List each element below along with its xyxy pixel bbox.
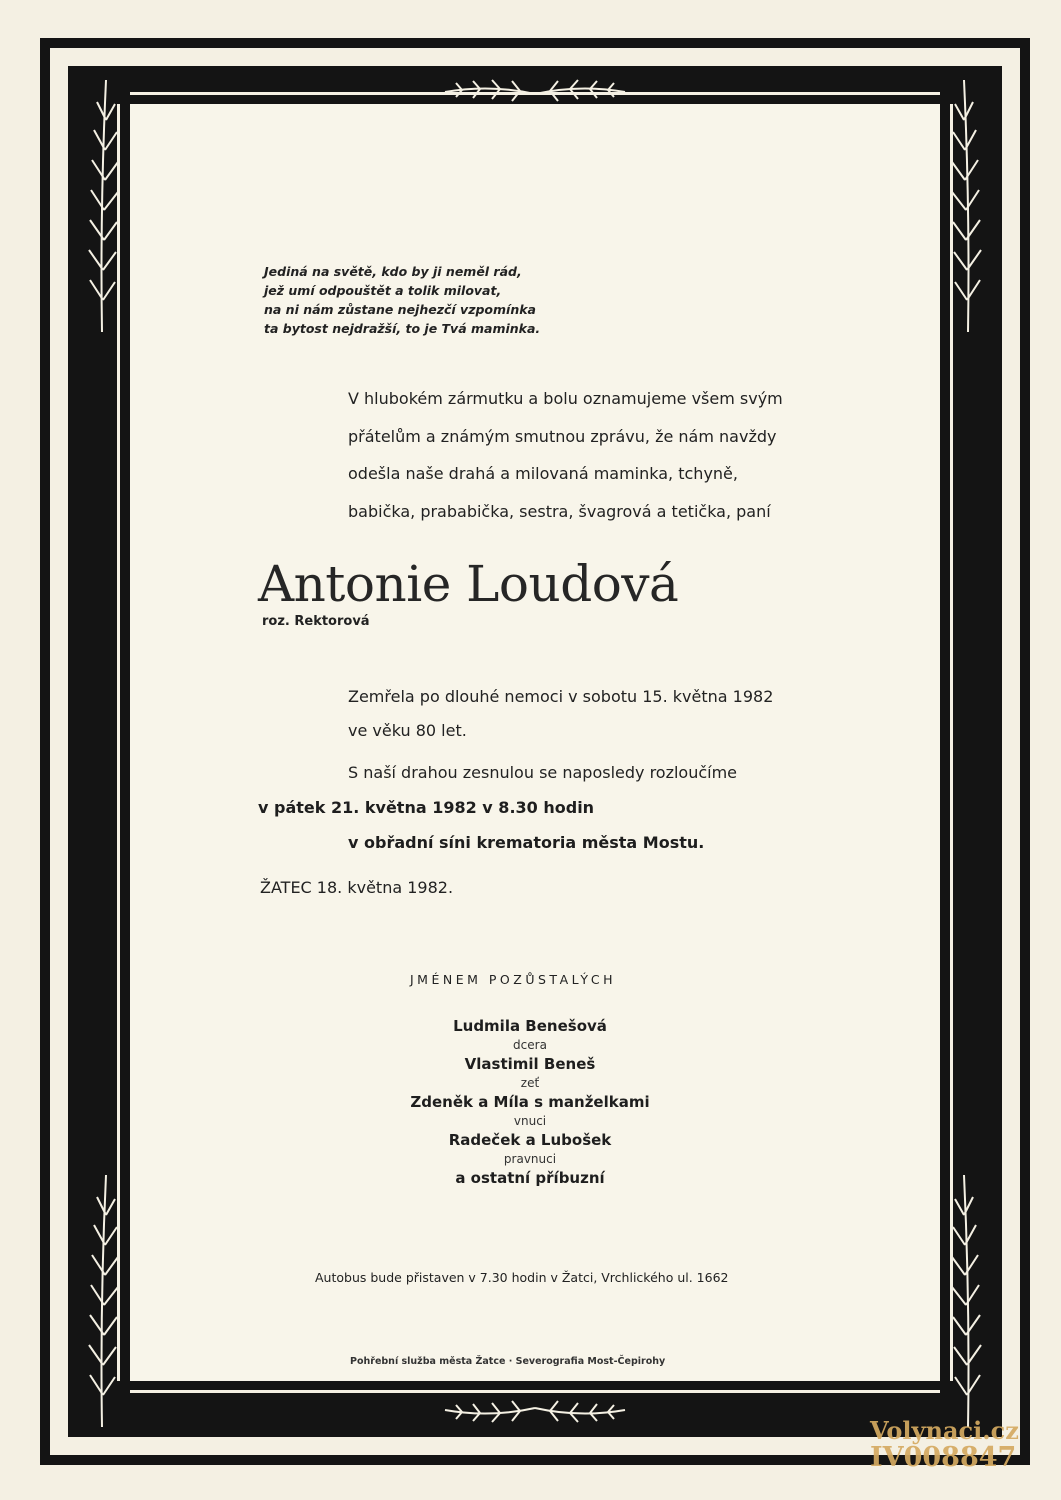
mourner-name: Zdeněk a Míla s manželkami bbox=[410, 1093, 650, 1111]
death-details bbox=[348, 680, 773, 748]
mourner-relation: zeť bbox=[520, 1076, 540, 1090]
palm-branch-icon bbox=[950, 1165, 986, 1435]
mourner-name: Vlastimil Beneš bbox=[464, 1055, 596, 1073]
crossed-palms-icon bbox=[440, 80, 630, 110]
mourner-relation: vnuci bbox=[513, 1114, 547, 1128]
mourner-name: Radeček a Lubošek bbox=[448, 1131, 612, 1149]
palm-branch-icon bbox=[84, 70, 120, 340]
death-line: Zemřela po dlouhé nemoci v sobotu 15. května 1982 bbox=[348, 687, 774, 706]
announcement-line: babička, prababička, sestra, švagrová a tetička, paní bbox=[348, 501, 771, 521]
watermark-id: IV008847 bbox=[870, 1442, 1017, 1473]
mourner-name: a ostatní příbuzní bbox=[455, 1169, 605, 1187]
printer-credit: Pohřební služba města Žatce · Severografia Most-Čepirohy bbox=[350, 1356, 666, 1367]
mourner-name: Ludmila Benešová bbox=[453, 1017, 607, 1035]
mourner-relation: pravnuci bbox=[503, 1152, 557, 1166]
death-line: ve věku 80 let. bbox=[348, 721, 467, 740]
announcement-line: V hlubokém zármutku a bolu oznamujeme všem svým bbox=[348, 389, 783, 408]
palm-branch-icon bbox=[950, 70, 986, 340]
mourner-relation: dcera bbox=[513, 1038, 547, 1052]
motto-line: Jediná na světě, kdo by ji neměl rád, bbox=[264, 264, 522, 279]
maiden-name: roz. Rektorová bbox=[262, 614, 370, 629]
watermark-site: Volynaci.cz bbox=[870, 1416, 1019, 1445]
announcement-line: přátelům a známým smutnou zprávu, že nám navždy bbox=[348, 426, 777, 446]
deceased-name: Antonie Loudová bbox=[258, 555, 679, 613]
palm-branch-icon bbox=[84, 1165, 120, 1435]
motto-line: jež umí odpouštět a tolik milovat, bbox=[264, 283, 502, 298]
announcement-text bbox=[348, 380, 783, 530]
motto-verse bbox=[264, 262, 540, 338]
ceremony-date: v pátek 21. května 1982 v 8.30 hodin bbox=[258, 798, 595, 817]
mourners-heading: JMÉNEM POZŮSTALÝCH bbox=[410, 972, 616, 987]
announcement-line: odešla naše drahá a milovaná maminka, tchyně, bbox=[348, 464, 738, 483]
bus-note: Autobus bude přistaven v 7.30 hodin v Žatci, Vrchlického ul. 1662 bbox=[315, 1270, 729, 1285]
motto-line: na ni nám zůstane nejhezčí vzpomínka bbox=[264, 302, 536, 317]
mourners-list bbox=[330, 1016, 730, 1189]
motto-line: ta bytost nejdražší, to je Tvá maminka. bbox=[264, 321, 541, 336]
ceremony-place: v obřadní síni krematoria města Mostu. bbox=[348, 833, 705, 852]
place-and-date: ŽATEC 18. května 1982. bbox=[260, 878, 454, 897]
farewell-intro: S naší drahou zesnulou se naposledy rozloučíme bbox=[348, 763, 738, 782]
crossed-palms-icon bbox=[440, 1392, 630, 1422]
